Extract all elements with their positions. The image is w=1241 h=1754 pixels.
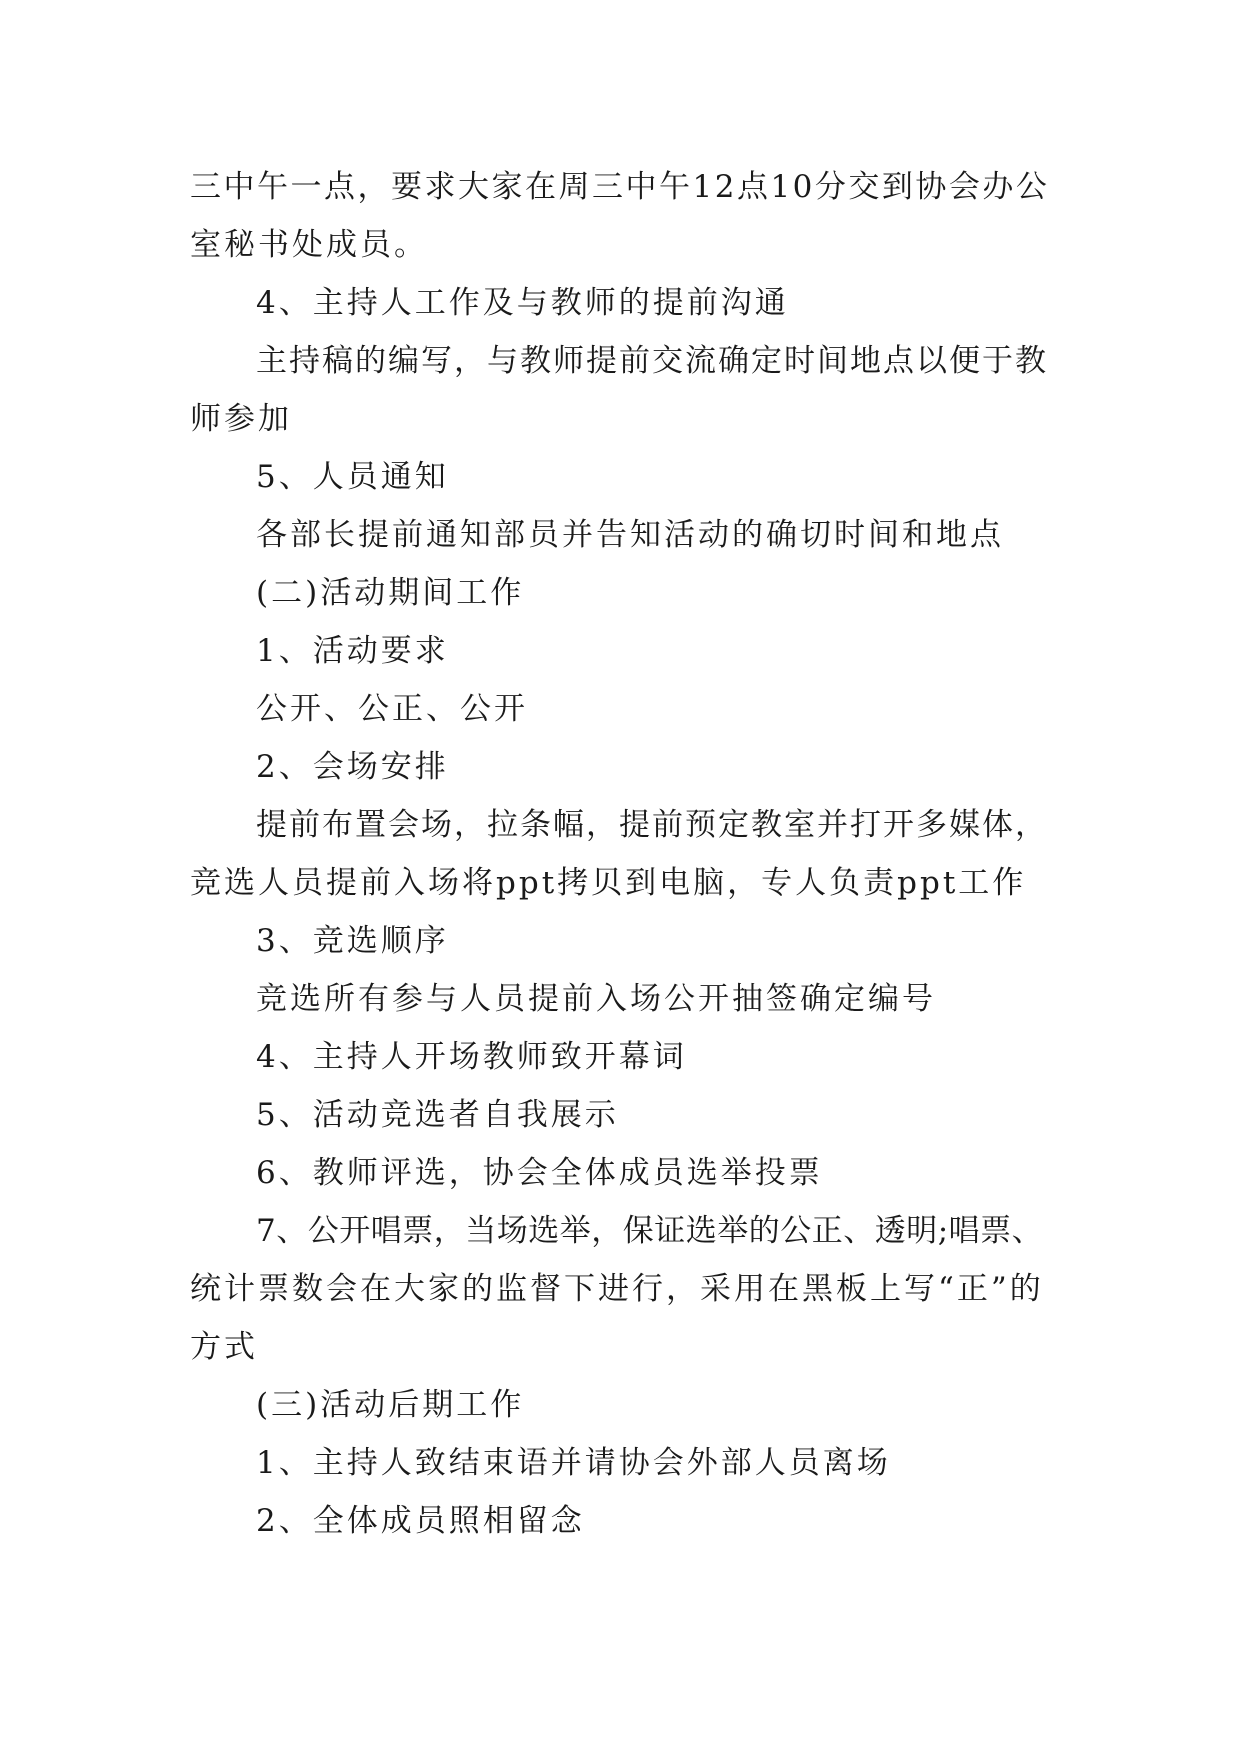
section-heading: 1、活动要求 — [256, 633, 449, 669]
document-body — [190, 158, 1050, 1550]
section-heading: 5、人员通知 — [256, 459, 449, 495]
paragraph-line: 各部长提前通知部员并告知活动的确切时间和地点 — [256, 517, 1004, 553]
paragraph-line: 竞选所有参与人员提前入场公开抽签确定编号 — [256, 981, 936, 1017]
paragraph-line: 5、活动竞选者自我展示 — [256, 1097, 619, 1133]
section-heading: 4、主持人工作及与教师的提前沟通 — [256, 285, 789, 321]
paragraph-line: 公开、公正、公开 — [256, 691, 528, 727]
paragraph-line: 三中午一点，要求大家在周三中午12点10分交到协会办公 — [190, 169, 1050, 205]
paragraph-line: 提前布置会场，拉条幅，提前预定教室并打开多媒体， — [256, 807, 1048, 843]
paragraph-line: 竞选人员提前入场将ppt拷贝到电脑，专人负责ppt工作 — [190, 865, 1027, 901]
paragraph-line: 主持稿的编写，与教师提前交流确定时间地点以便于教 — [256, 343, 1048, 379]
paragraph-line: 师参加 — [190, 401, 292, 437]
paragraph-line: 1、主持人致结束语并请协会外部人员离场 — [256, 1445, 891, 1481]
paragraph-line: 室秘书处成员。 — [190, 227, 428, 263]
paragraph-line: 2、全体成员照相留念 — [256, 1503, 585, 1539]
paragraph-line: 方式 — [190, 1329, 258, 1365]
section-heading: (二)活动期间工作 — [256, 575, 525, 611]
paragraph-line: 4、主持人开场教师致开幕词 — [256, 1039, 687, 1075]
paragraph-line: 6、教师评选，协会全体成员选举投票 — [256, 1155, 823, 1191]
section-heading: 2、会场安排 — [256, 749, 449, 785]
paragraph-line: 7、公开唱票，当场选举，保证选举的公正、透明;唱票、 — [256, 1213, 1044, 1249]
section-heading: (三)活动后期工作 — [256, 1387, 525, 1423]
section-heading: 3、竞选顺序 — [256, 923, 449, 959]
paragraph-line: 统计票数会在大家的监督下进行，采用在黑板上写“正”的 — [190, 1271, 1044, 1307]
